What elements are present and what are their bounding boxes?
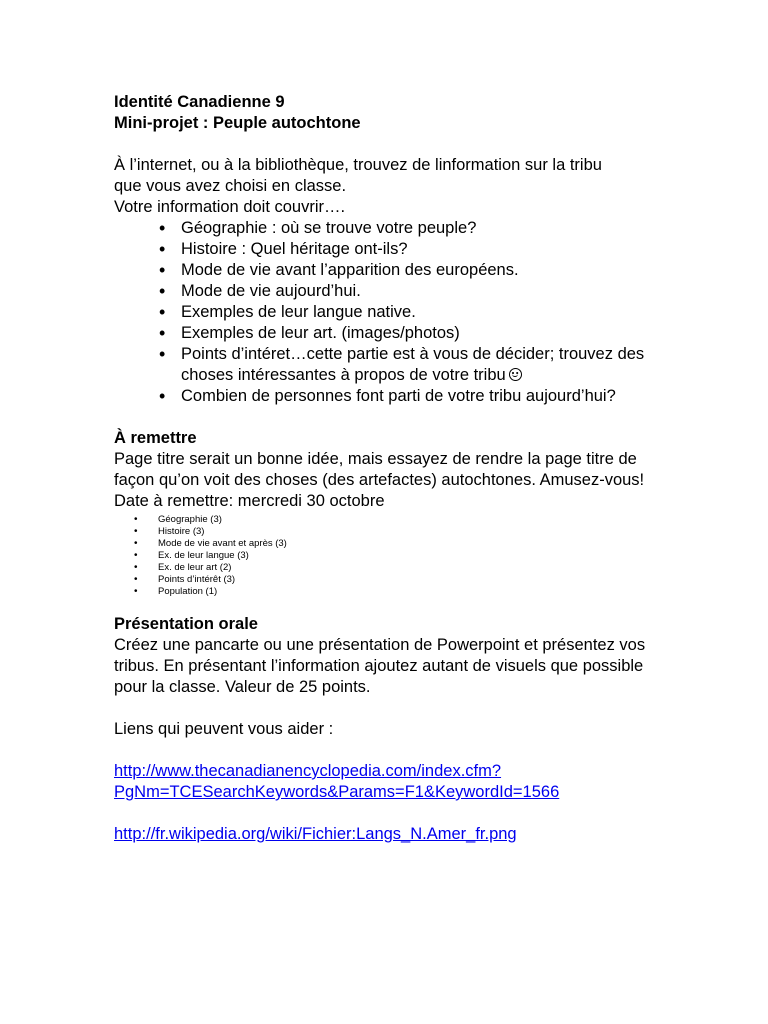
- topic-item-points-interet: [159, 344, 668, 386]
- document-subtitle: Mini-projet : Peuple autochtone: [114, 114, 361, 132]
- intro-line-2: que vous avez choisi en classe.: [114, 177, 347, 195]
- link-wikipedia[interactable]: http://fr.wikipedia.org/wiki/Fichier:Langs_N.Amer_fr.png: [114, 825, 517, 843]
- topic-item-mode-de-vie-avant: • Mode de vie avant l’apparition des européens.: [159, 260, 668, 281]
- topic-item-histoire: • Histoire : Quel héritage ont-ils?: [159, 239, 668, 260]
- topic-item-points-interet-text: Points d’intéret…cette partie est à vous de décider; trouvez des choses intéressantes à propos de votre tribu: [181, 345, 645, 384]
- spacer: [114, 803, 668, 824]
- spacer: [114, 407, 668, 428]
- link-canadian-encyclopedia[interactable]: [114, 762, 559, 801]
- presentation-heading: Présentation orale: [114, 615, 258, 633]
- spacer: [114, 740, 668, 761]
- grading-list: [114, 514, 668, 598]
- grading-item: • Mode de vie avant et après (3): [134, 538, 668, 550]
- grading-item: • Géographie (3): [134, 514, 668, 526]
- smiley-icon: [509, 368, 522, 381]
- topic-item-population: • Combien de personnes font parti de votre tribu aujourd’hui?: [159, 386, 668, 407]
- links-intro: Liens qui peuvent vous aider :: [114, 720, 334, 738]
- link-encyclopedia-container: [114, 761, 668, 803]
- topic-item-geographie: • Géographie : où se trouve votre peuple?: [159, 218, 668, 239]
- intro-line-1: À l’internet, ou à la bibliothèque, trouvez de linformation sur la tribu: [114, 156, 602, 174]
- intro-line-3: Votre information doit couvrir….: [114, 198, 346, 216]
- remettre-heading: À remettre: [114, 429, 197, 447]
- due-date: Date à remettre: mercredi 30 octobre: [114, 492, 385, 510]
- grading-item: • Histoire (3): [134, 526, 668, 538]
- topic-item-mode-de-vie-aujourdhui: • Mode de vie aujourd’hui.: [159, 281, 668, 302]
- link-line-2: PgNm=TCESearchKeywords&Params=F1&KeywordId=1566: [114, 783, 560, 801]
- spacer: [114, 134, 668, 155]
- grading-item: • Population (1): [134, 586, 668, 598]
- link-line-1: http://www.thecanadianencyclopedia.com/index.cfm?: [114, 762, 502, 780]
- spacer: [114, 604, 668, 614]
- spacer: [114, 698, 668, 719]
- grading-item: • Ex. de leur art (2): [134, 562, 668, 574]
- link-wikipedia-container: [114, 824, 668, 845]
- topics-list: [114, 218, 668, 407]
- grading-item: • Ex. de leur langue (3): [134, 550, 668, 562]
- document-title: Identité Canadienne 9: [114, 93, 285, 111]
- topic-item-art: • Exemples de leur art. (images/photos): [159, 323, 668, 344]
- remettre-body: Page titre serait un bonne idée, mais essayez de rendre la page titre de façon qu’on voit des choses (des artefactes) autochtones. Amusez-vous!: [114, 450, 645, 489]
- grading-item: • Points d’intérêt (3): [134, 574, 668, 586]
- presentation-body: Créez une pancarte ou une présentation de Powerpoint et présentez vos tribus. En présentant l’information ajoutez autant de visuels que possible pour la classe. Valeur de 25 points.: [114, 636, 646, 696]
- topic-item-langue: • Exemples de leur langue native.: [159, 302, 668, 323]
